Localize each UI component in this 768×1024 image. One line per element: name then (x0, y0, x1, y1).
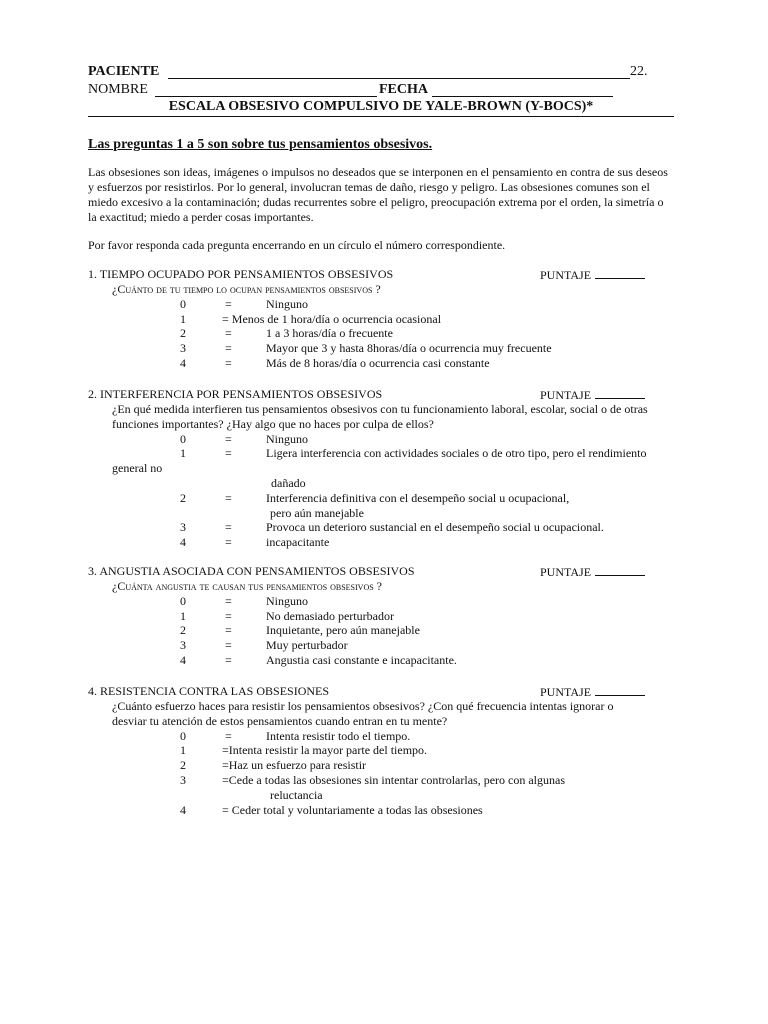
option-2-continuation: pero aún manejable (270, 505, 364, 520)
option-2[interactable]: 2 = Interferencia definitiva con el desempeño social u ocupacional, (180, 490, 570, 505)
option-3[interactable]: 3 =Cede a todas las obsesiones sin intentar controlarlas, pero con algunas (180, 772, 566, 787)
title-underline (88, 116, 674, 117)
score-blank[interactable] (595, 387, 645, 399)
question-title: 3. ANGUSTIA ASOCIADA CON PENSAMIENTOS OBSESIVOS (88, 564, 415, 578)
option-0[interactable]: 0 = Ninguno (180, 431, 308, 446)
page-number: 22. (630, 64, 648, 79)
score-field[interactable] (540, 564, 645, 580)
score-field[interactable] (540, 267, 645, 283)
question-subtitle-line-2: funciones importantes? ¿Hay algo que no haces por culpa de ellos? (112, 416, 434, 431)
option-0[interactable]: 0 = Intenta resistir todo el tiempo. (180, 728, 411, 743)
fecha-field-line[interactable] (432, 96, 613, 97)
question-subtitle-line-1: ¿En qué medida interfieren tus pensamientos obsesivos con tu funcionamiento laboral, escolar, social o de otras (112, 402, 648, 416)
score-blank[interactable] (595, 564, 645, 576)
instruction-text: Por favor responda cada pregunta encerrando en un círculo el número correspondiente. (88, 238, 506, 252)
option-3[interactable]: 3 = Provoca un deterioro sustancial en el desempeño social u ocupacional. (180, 520, 604, 535)
question-subtitle: ¿Cuánto de tu tiempo lo ocupan pensamientos obsesivos ? (112, 282, 381, 296)
option-3[interactable]: 3 = Mayor que 3 y hasta 8horas/día o ocurrencia muy frecuente (180, 341, 552, 356)
score-blank[interactable] (595, 267, 645, 279)
option-4[interactable]: 4 = Ceder total y voluntariamente a todas las obsesiones (180, 802, 483, 817)
option-2[interactable]: 2 = Inquietante, pero aún manejable (180, 623, 420, 638)
paciente-field-line[interactable] (168, 78, 630, 79)
question-title: 4. RESISTENCIA CONTRA LAS OBSESIONES (88, 684, 330, 698)
nombre-label: NOMBRE (88, 82, 148, 97)
section-heading: Las preguntas 1 a 5 son sobre tus pensamientos obsesivos. (88, 137, 433, 152)
question-2 (88, 387, 674, 550)
score-blank[interactable] (595, 684, 645, 696)
question-1 (88, 267, 674, 371)
question-4 (88, 684, 674, 817)
option-4[interactable]: 4 = incapacitante (180, 535, 330, 550)
score-field[interactable] (540, 684, 645, 700)
scale-title: ESCALA OBSESIVO COMPULSIVO DE YALE-BROWN (Y-BOCS)* (168, 99, 594, 114)
score-label: PUNTAJE (540, 268, 592, 282)
score-label: PUNTAJE (540, 388, 592, 402)
question-subtitle-line-2: desviar tu atención de estos pensamientos cuando entran en tu mente? (112, 713, 448, 728)
score-label: PUNTAJE (540, 685, 592, 699)
option-2[interactable]: 2 =Haz un esfuerzo para resistir (180, 758, 367, 773)
option-1[interactable]: 1 =Intenta resistir la mayor parte del tiempo. (180, 743, 428, 758)
question-subtitle: ¿Cuánta angustia te causan tus pensamientos obsesivos ? (112, 579, 382, 593)
score-label: PUNTAJE (540, 565, 592, 579)
option-3-continuation: reluctancia (270, 787, 323, 802)
option-1-continuation: dañado (271, 475, 306, 490)
nombre-field-line[interactable] (155, 96, 377, 97)
score-field[interactable] (540, 387, 645, 403)
option-4[interactable]: 4 = Más de 8 horas/día o ocurrencia casi constante (180, 355, 490, 370)
question-subtitle-line-1: ¿Cuánto esfuerzo haces para resistir los pensamientos obsesivos? ¿Con qué frecuencia intentas ignorar o (112, 699, 614, 713)
paciente-label: PACIENTE (88, 64, 160, 79)
option-0[interactable]: 0 = Ninguno (180, 296, 308, 311)
option-1[interactable]: 1 = No demasiado perturbador (180, 608, 394, 623)
option-4[interactable]: 4 = Angustia casi constante e incapacitante. (180, 652, 457, 667)
option-1[interactable]: 1 = Menos de 1 hora/día o ocurrencia ocasional (180, 311, 442, 326)
option-1[interactable]: 1 = Ligera interferencia con actividades sociales o de otro tipo, pero el rendimiento (180, 446, 647, 461)
option-0[interactable]: 0 = Ninguno (180, 593, 308, 608)
question-title: 1. TIEMPO OCUPADO POR PENSAMIENTOS OBSESIVOS (88, 267, 394, 281)
question-title: 2. INTERFERENCIA POR PENSAMIENTOS OBSESIVOS (88, 387, 383, 401)
option-3[interactable]: 3 = Muy perturbador (180, 638, 348, 653)
intro-paragraph: Las obsesiones son ideas, imágenes o impulsos no deseados que se interponen en el pensamiento en contra de sus deseos y esfuerzos por resistirlos. Por lo general, involucran temas de daño, riesgo y peligro. Las obsesiones comunes son el miedo excesivo a la contaminación; dudas recurrentes sobre el peligro, preocupación extrema por el orden, la simetría o la exactitud; miedo a perder cosas importantes. (88, 165, 668, 224)
fecha-label: FECHA (379, 82, 428, 97)
option-1-continuation: general no (112, 461, 163, 476)
option-2[interactable]: 2 = 1 a 3 horas/día o frecuente (180, 326, 393, 341)
question-3 (88, 564, 674, 668)
